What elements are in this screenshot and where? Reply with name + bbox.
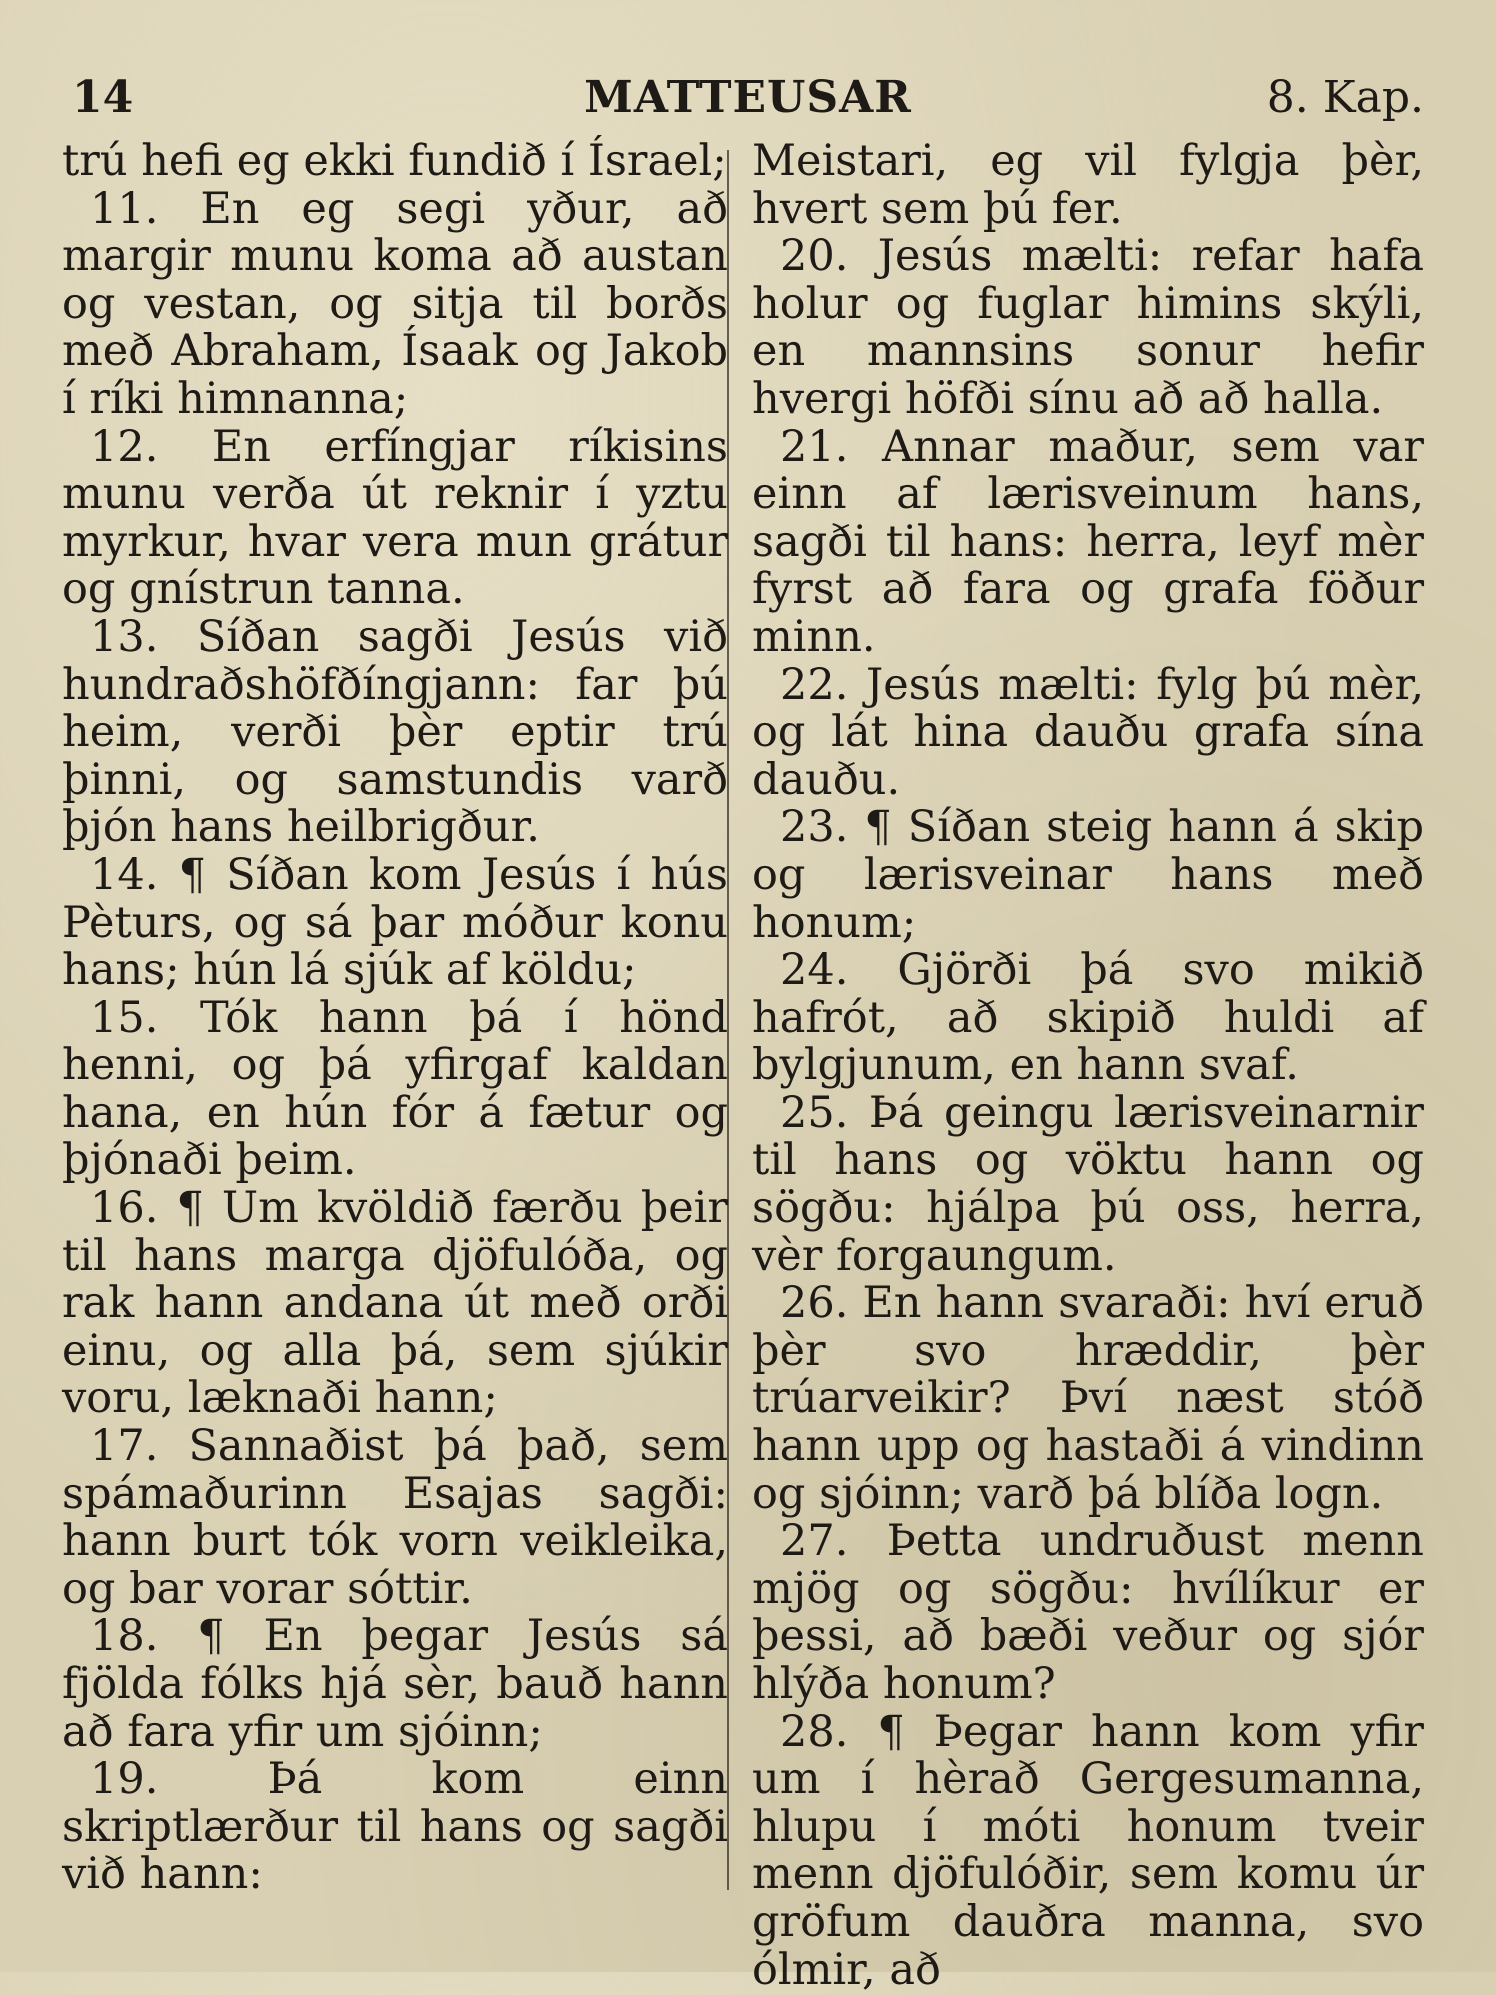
verse-paragraph: 20. Jesús mælti: refar hafa holur og fuglar himins skýli, en mannsins sonur hefir hvergi höfði sínu að að halla. [752, 231, 1424, 424]
verse-paragraph: 25. Þá geingu lærisveinarnir til hans og vöktu hann og sögðu: hjálpa þú oss, herra, vèr forgaungum. [752, 1087, 1424, 1281]
verse-paragraph: 28. ¶ Þegar hann kom yfir um í hèrað Gergesumanna, hlupu í móti honum tveir menn djöfulóðir, sem komu úr gröfum dauðra manna, svo ólmir, að [752, 1706, 1424, 1995]
verse-paragraph: 14. ¶ Síðan kom Jesús í hús Pèturs, og sá þar móður konu hans; hún lá sjúk af köldu; [62, 849, 728, 996]
right-column [752, 138, 1424, 1994]
chapter-label: 8. Kap. [1266, 72, 1424, 123]
verse-paragraph: 13. Síðan sagði Jesús við hundraðshöfðíngjann: far þú heim, verði þèr eptir trú þinni, og samstundis varð þjón hans heilbrigður. [62, 611, 728, 853]
verse-paragraph: 26. En hann svaraði: hví eruð þèr svo hræddir, þèr trúarveikir? Því næst stóð hann upp og hastaði á vindinn og sjóinn; varð þá blíða logn. [752, 1278, 1424, 1519]
verse-paragraph: 18. ¶ En þegar Jesús sá fjölda fólks hjá sèr, bauð hann að fara yfir um sjóinn; [62, 1611, 728, 1757]
verse-paragraph: 24. Gjörði þá svo mikið hafrót, að skipið huldi af bylgjunum, en hann svaf. [752, 945, 1424, 1091]
verse-paragraph: 15. Tók hann þá í hönd henni, og þá yfirgaf kaldan hana, en hún fór á fætur og þjónaði þeim. [62, 992, 728, 1186]
verse-paragraph: trú hefi eg ekki fundið í Ísrael; [62, 136, 727, 186]
book-title: MATTEUSAR [584, 72, 912, 123]
verse-paragraph: 22. Jesús mælti: fylg þú mèr, og lát hina dauðu grafa sína dauðu. [752, 659, 1424, 805]
verse-paragraph: 17. Sannaðist þá það, sem spámaðurinn Esajas sagði: hann burt tók vorn veikleika, og bar vorar sóttir. [62, 1421, 728, 1614]
verse-paragraph: Meistari, eg vil fylgja þèr, hvert sem þú fer. [752, 136, 1424, 234]
verse-paragraph: 12. En erfíngjar ríkisins munu verða út reknir í yztu myrkur, hvar vera mun grátur og gnístrun tanna. [62, 421, 728, 615]
verse-paragraph: 16. ¶ Um kvöldið færðu þeir til hans marga djöfulóða, og rak hann andana út með orði einu, og alla þá, sem sjúkir voru, læknaði hann; [62, 1183, 728, 1424]
left-column [62, 138, 728, 1899]
verse-paragraph: 11. En eg segi yður, að margir munu koma að austan og vestan, og sitja til borðs með Abraham, Ísaak og Jakob í ríki himnanna; [62, 183, 728, 424]
verse-paragraph: 23. ¶ Síðan steig hann á skip og lærisveinar hans með honum; [752, 802, 1424, 948]
running-head [72, 72, 1424, 132]
page-number: 14 [72, 72, 134, 123]
verse-paragraph: 19. Þá kom einn skriptlærður til hans og sagði við hann: [62, 1754, 728, 1900]
verse-paragraph: 21. Annar maður, sem var einn af lærisveinum hans, sagði til hans: herra, leyf mèr fyrst að fara og grafa föður minn. [752, 421, 1424, 662]
verse-paragraph: 27. Þetta undruðust menn mjög og sögðu: hvílíkur er þessi, að bæði veður og sjór hlýða honum? [752, 1516, 1424, 1709]
